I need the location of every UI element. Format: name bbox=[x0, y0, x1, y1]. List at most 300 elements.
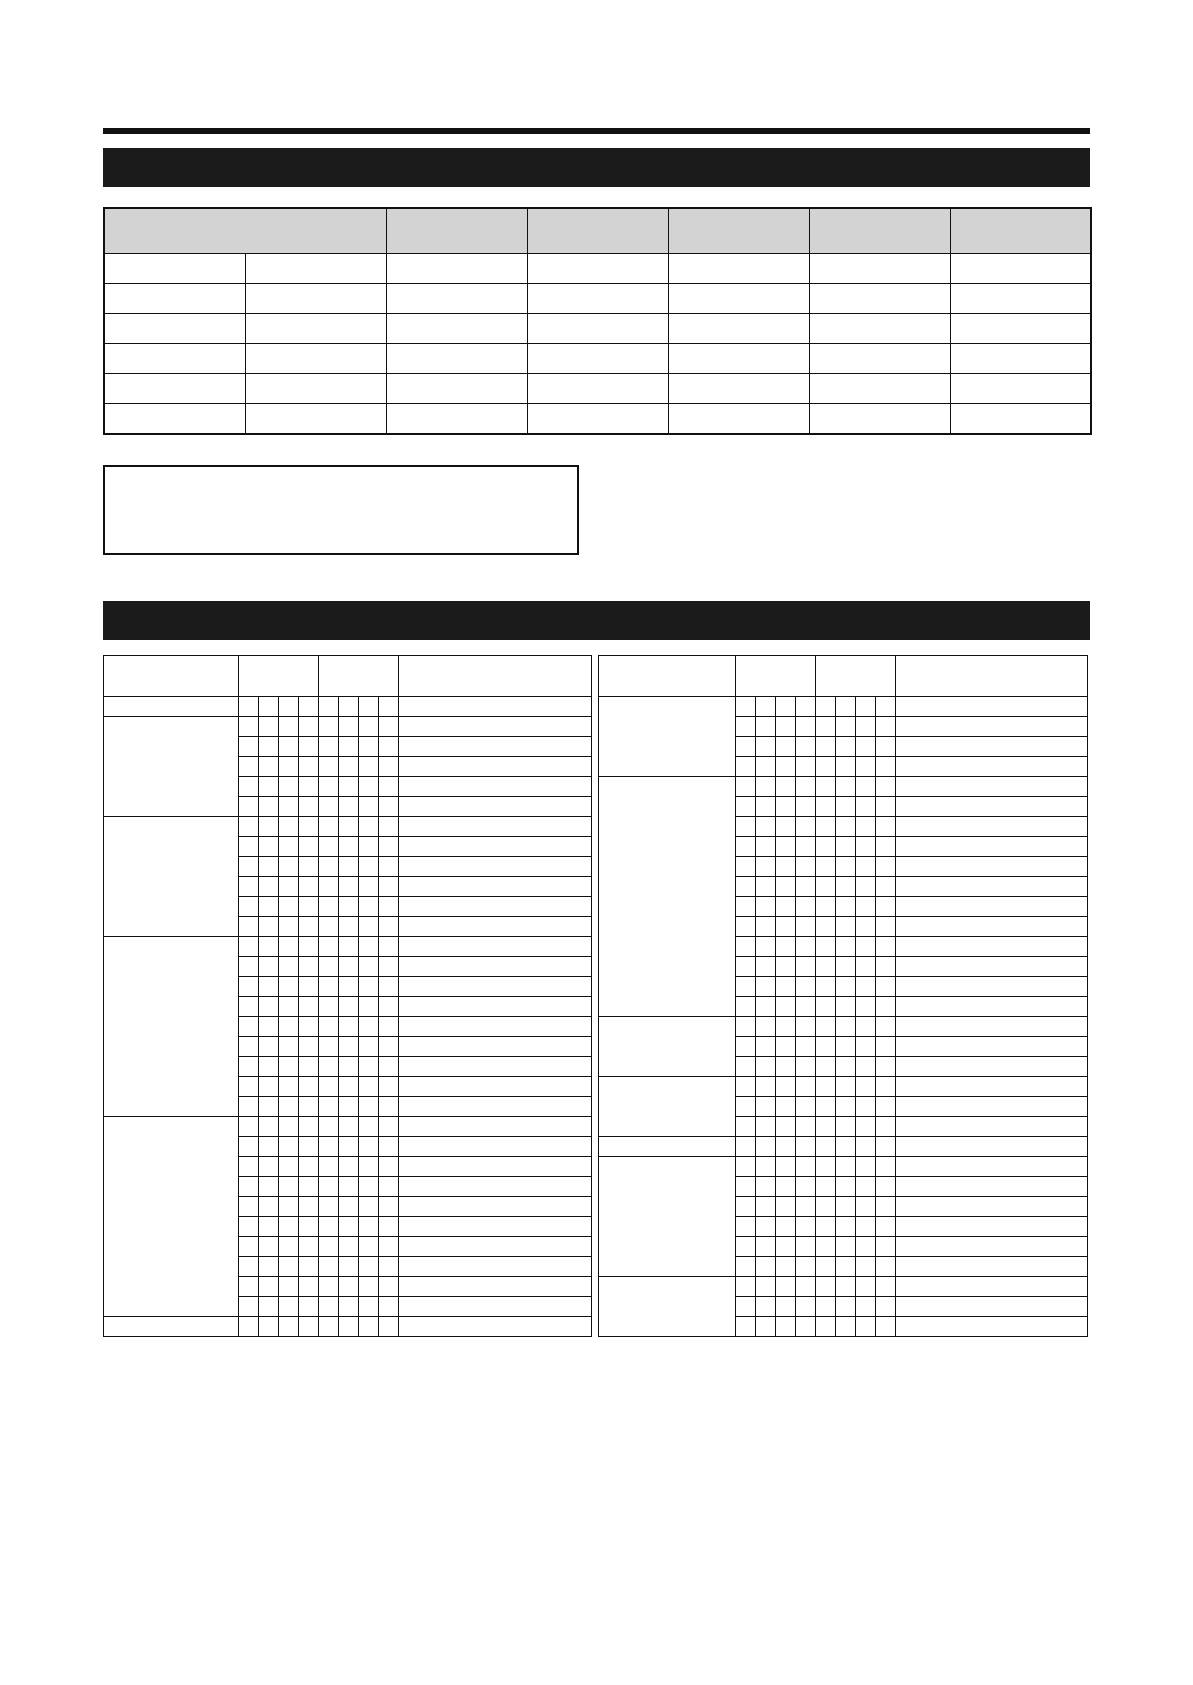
grid-check-cell bbox=[359, 697, 379, 717]
grid-check-cell bbox=[339, 857, 359, 877]
grid-check-cell bbox=[876, 1197, 896, 1217]
grid-remarks-cell bbox=[896, 1117, 1088, 1137]
grid-check-cell bbox=[359, 837, 379, 857]
grid-check-cell bbox=[816, 917, 836, 937]
grid-check-cell bbox=[379, 1277, 399, 1297]
grid-check-cell bbox=[736, 1117, 756, 1137]
grid-remarks-cell bbox=[896, 1017, 1088, 1037]
grid-check-cell bbox=[836, 1197, 856, 1217]
grid-check-cell bbox=[816, 737, 836, 757]
grid-check-cell bbox=[259, 1237, 279, 1257]
grid-check-cell bbox=[379, 1317, 399, 1337]
grid-remarks-cell bbox=[896, 917, 1088, 937]
grid-remarks-cell bbox=[896, 1277, 1088, 1297]
grid-check-cell bbox=[359, 797, 379, 817]
grid-check-cell bbox=[239, 1277, 259, 1297]
spec-cell bbox=[104, 404, 245, 435]
grid-remarks-cell bbox=[896, 697, 1088, 717]
spec-table-header-row bbox=[104, 208, 1091, 254]
grid-check-cell bbox=[379, 837, 399, 857]
grid-check-cell bbox=[259, 817, 279, 837]
grid-group-cell bbox=[599, 1077, 736, 1137]
grid-remarks-cell bbox=[399, 1237, 592, 1257]
grid-remarks-cell bbox=[896, 1137, 1088, 1157]
grid-row bbox=[599, 697, 1088, 717]
grid-check-cell bbox=[379, 937, 399, 957]
grid-check-cell bbox=[756, 917, 776, 937]
grid-check-cell bbox=[339, 777, 359, 797]
grid-remarks-cell bbox=[399, 837, 592, 857]
grid-check-cell bbox=[379, 797, 399, 817]
spec-cell bbox=[386, 284, 527, 314]
grid-check-cell bbox=[339, 817, 359, 837]
grid-check-cell bbox=[796, 737, 816, 757]
grid-check-cell bbox=[239, 1197, 259, 1217]
grid-check-cell bbox=[239, 1037, 259, 1057]
grid-check-cell bbox=[299, 1257, 319, 1277]
grid-check-cell bbox=[836, 837, 856, 857]
grid-check-cell bbox=[776, 1297, 796, 1317]
grid-check-cell bbox=[359, 1097, 379, 1117]
grid-remarks-cell bbox=[399, 1037, 592, 1057]
grid-remarks-cell bbox=[399, 717, 592, 737]
grid-check-cell bbox=[736, 817, 756, 837]
grid-check-cell bbox=[299, 877, 319, 897]
grid-check-cell bbox=[756, 1137, 776, 1157]
grid-check-cell bbox=[239, 1217, 259, 1237]
spec-cell bbox=[809, 314, 950, 344]
grid-check-cell bbox=[856, 897, 876, 917]
grid-check-cell bbox=[836, 1017, 856, 1037]
grid-check-cell bbox=[259, 1117, 279, 1137]
grid-check-cell bbox=[756, 1217, 776, 1237]
grid-check-cell bbox=[259, 997, 279, 1017]
grid-check-cell bbox=[856, 857, 876, 877]
grid-header-item bbox=[104, 656, 239, 697]
grid-check-cell bbox=[736, 1097, 756, 1117]
grid-check-cell bbox=[856, 737, 876, 757]
grid-remarks-cell bbox=[399, 1017, 592, 1037]
grid-check-cell bbox=[339, 1297, 359, 1317]
spec-table bbox=[103, 207, 1092, 435]
grid-check-cell bbox=[279, 1257, 299, 1277]
grid-check-cell bbox=[259, 977, 279, 997]
grid-check-cell bbox=[239, 817, 259, 837]
grid-check-cell bbox=[796, 937, 816, 957]
grid-row bbox=[599, 1137, 1088, 1157]
grid-check-cell bbox=[279, 1137, 299, 1157]
grid-check-cell bbox=[239, 1297, 259, 1317]
grid-remarks-cell bbox=[399, 797, 592, 817]
grid-check-cell bbox=[836, 1217, 856, 1237]
grid-check-cell bbox=[379, 1257, 399, 1277]
grid-check-cell bbox=[836, 1317, 856, 1337]
grid-check-cell bbox=[339, 1237, 359, 1257]
grid-check-cell bbox=[279, 1177, 299, 1197]
grid-check-cell bbox=[319, 817, 339, 837]
spec-cell bbox=[668, 254, 809, 284]
grid-check-cell bbox=[876, 857, 896, 877]
grid-check-cell bbox=[736, 1277, 756, 1297]
grid-check-cell bbox=[796, 697, 816, 717]
grid-check-cell bbox=[756, 857, 776, 877]
grid-check-cell bbox=[816, 697, 836, 717]
grid-check-cell bbox=[319, 717, 339, 737]
grid-check-cell bbox=[299, 797, 319, 817]
grid-check-cell bbox=[239, 1237, 259, 1257]
grid-remarks-cell bbox=[399, 1077, 592, 1097]
grid-check-cell bbox=[319, 1017, 339, 1037]
spec-cell bbox=[950, 284, 1091, 314]
grid-remarks-cell bbox=[896, 1197, 1088, 1217]
grid-remarks-cell bbox=[896, 837, 1088, 857]
grid-check-cell bbox=[816, 777, 836, 797]
grid-check-cell bbox=[736, 697, 756, 717]
grid-check-cell bbox=[259, 857, 279, 877]
grid-check-cell bbox=[379, 877, 399, 897]
grid-remarks-cell bbox=[399, 777, 592, 797]
grid-check-cell bbox=[359, 1317, 379, 1337]
grid-check-cell bbox=[856, 777, 876, 797]
grid-check-cell bbox=[359, 877, 379, 897]
grid-check-cell bbox=[836, 797, 856, 817]
grid-check-cell bbox=[816, 1257, 836, 1277]
spec-cell bbox=[386, 254, 527, 284]
grid-check-cell bbox=[299, 917, 319, 937]
grid-check-cell bbox=[279, 757, 299, 777]
grid-check-cell bbox=[319, 1097, 339, 1117]
grid-check-cell bbox=[359, 1017, 379, 1037]
grid-check-cell bbox=[359, 757, 379, 777]
grid-check-cell bbox=[279, 1017, 299, 1037]
grid-check-cell bbox=[239, 857, 259, 877]
grid-check-cell bbox=[756, 1237, 776, 1257]
spec-cell bbox=[527, 314, 668, 344]
grid-check-cell bbox=[796, 1317, 816, 1337]
grid-remarks-cell bbox=[896, 977, 1088, 997]
grid-group-cell bbox=[104, 937, 239, 1117]
grid-check-cell bbox=[756, 1317, 776, 1337]
grid-check-cell bbox=[299, 937, 319, 957]
grid-check-cell bbox=[816, 897, 836, 917]
spec-header-cell bbox=[386, 208, 527, 254]
grid-check-cell bbox=[259, 757, 279, 777]
grid-check-cell bbox=[776, 757, 796, 777]
spec-cell bbox=[809, 404, 950, 435]
grid-check-cell bbox=[816, 717, 836, 737]
grid-check-cell bbox=[339, 1277, 359, 1297]
grid-check-cell bbox=[816, 877, 836, 897]
grid-check-cell bbox=[259, 877, 279, 897]
grid-check-cell bbox=[259, 957, 279, 977]
grid-check-cell bbox=[299, 1117, 319, 1137]
grid-check-cell bbox=[836, 817, 856, 837]
grid-check-cell bbox=[836, 1297, 856, 1317]
grid-check-cell bbox=[776, 697, 796, 717]
grid-check-cell bbox=[796, 1277, 816, 1297]
spec-cell bbox=[527, 344, 668, 374]
spec-table-row bbox=[104, 284, 1091, 314]
grid-check-cell bbox=[756, 1257, 776, 1277]
grid-check-cell bbox=[776, 857, 796, 877]
grid-check-cell bbox=[876, 837, 896, 857]
grid-check-cell bbox=[339, 997, 359, 1017]
grid-check-cell bbox=[876, 1277, 896, 1297]
grid-check-cell bbox=[796, 1077, 816, 1097]
grid-check-cell bbox=[319, 757, 339, 777]
grid-check-cell bbox=[756, 1197, 776, 1217]
grid-check-cell bbox=[876, 777, 896, 797]
spec-cell bbox=[809, 374, 950, 404]
grid-check-cell bbox=[736, 1317, 756, 1337]
grid-check-cell bbox=[736, 1077, 756, 1097]
grid-check-cell bbox=[796, 1237, 816, 1257]
grid-check-cell bbox=[319, 977, 339, 997]
grid-check-cell bbox=[856, 957, 876, 977]
spec-header-cell bbox=[527, 208, 668, 254]
grid-check-cell bbox=[339, 937, 359, 957]
grid-check-cell bbox=[359, 1217, 379, 1237]
grid-check-cell bbox=[836, 877, 856, 897]
grid-check-cell bbox=[319, 997, 339, 1017]
spec-cell bbox=[386, 404, 527, 435]
grid-check-cell bbox=[816, 1177, 836, 1197]
grid-check-cell bbox=[876, 1237, 896, 1257]
grid-check-cell bbox=[856, 1217, 876, 1237]
grid-check-cell bbox=[816, 857, 836, 877]
grid-check-cell bbox=[836, 897, 856, 917]
spec-cell bbox=[245, 344, 386, 374]
grid-check-cell bbox=[736, 857, 756, 877]
grid-check-cell bbox=[299, 737, 319, 757]
grid-check-cell bbox=[279, 717, 299, 737]
grid-check-cell bbox=[876, 717, 896, 737]
grid-check-cell bbox=[339, 877, 359, 897]
grid-check-cell bbox=[816, 1117, 836, 1137]
grid-check-cell bbox=[239, 957, 259, 977]
grid-check-cell bbox=[359, 1257, 379, 1277]
grid-check-cell bbox=[856, 1177, 876, 1197]
grid-check-cell bbox=[816, 997, 836, 1017]
grid-check-cell bbox=[339, 1217, 359, 1237]
grid-check-cell bbox=[299, 1217, 319, 1237]
grid-check-cell bbox=[756, 1177, 776, 1197]
grid-check-cell bbox=[856, 1157, 876, 1177]
grid-check-cell bbox=[856, 757, 876, 777]
spec-cell bbox=[245, 284, 386, 314]
grid-check-cell bbox=[259, 1037, 279, 1057]
grid-check-cell bbox=[796, 1217, 816, 1237]
grid-check-cell bbox=[856, 837, 876, 857]
grid-header-group-a bbox=[736, 656, 816, 697]
grid-check-cell bbox=[736, 957, 756, 977]
grid-check-cell bbox=[776, 897, 796, 917]
grid-check-cell bbox=[776, 1117, 796, 1137]
grid-check-cell bbox=[856, 1077, 876, 1097]
grid-check-cell bbox=[876, 877, 896, 897]
grid-row bbox=[599, 1017, 1088, 1037]
grid-check-cell bbox=[856, 1277, 876, 1297]
grid-check-cell bbox=[756, 757, 776, 777]
grid-check-cell bbox=[359, 957, 379, 977]
grid-remarks-cell bbox=[896, 997, 1088, 1017]
grid-check-cell bbox=[319, 917, 339, 937]
grid-check-cell bbox=[279, 777, 299, 797]
grid-check-cell bbox=[856, 1097, 876, 1117]
grid-check-cell bbox=[379, 717, 399, 737]
grid-remarks-cell bbox=[399, 877, 592, 897]
grid-check-cell bbox=[319, 697, 339, 717]
grid-check-cell bbox=[339, 1017, 359, 1037]
grid-check-cell bbox=[876, 1137, 896, 1157]
grid-check-cell bbox=[339, 697, 359, 717]
grid-check-cell bbox=[836, 1237, 856, 1257]
grid-check-cell bbox=[379, 997, 399, 1017]
grid-check-cell bbox=[816, 957, 836, 977]
grid-check-cell bbox=[816, 1217, 836, 1237]
grid-check-cell bbox=[339, 897, 359, 917]
grid-check-cell bbox=[339, 837, 359, 857]
grid-check-cell bbox=[876, 697, 896, 717]
grid-check-cell bbox=[836, 1137, 856, 1157]
grid-check-cell bbox=[319, 1197, 339, 1217]
grid-remarks-cell bbox=[399, 1057, 592, 1077]
grid-remarks-cell bbox=[896, 957, 1088, 977]
grid-check-cell bbox=[379, 697, 399, 717]
grid-row bbox=[104, 697, 592, 717]
grid-check-cell bbox=[299, 1177, 319, 1197]
spec-cell bbox=[104, 254, 245, 284]
grid-check-cell bbox=[379, 1017, 399, 1037]
grid-check-cell bbox=[756, 1057, 776, 1077]
grid-check-cell bbox=[299, 757, 319, 777]
grid-check-cell bbox=[876, 1257, 896, 1277]
grid-remarks-cell bbox=[399, 1297, 592, 1317]
grid-check-cell bbox=[756, 937, 776, 957]
grid-check-cell bbox=[776, 1177, 796, 1197]
grid-check-cell bbox=[776, 717, 796, 737]
grid-check-cell bbox=[756, 797, 776, 817]
grid-check-cell bbox=[359, 937, 379, 957]
grid-check-cell bbox=[796, 997, 816, 1017]
grid-check-cell bbox=[259, 1317, 279, 1337]
spec-table-row bbox=[104, 344, 1091, 374]
grid-check-cell bbox=[796, 857, 816, 877]
grid-check-cell bbox=[239, 1057, 259, 1077]
grid-check-cell bbox=[836, 1077, 856, 1097]
grid-check-cell bbox=[239, 1257, 259, 1277]
grid-check-cell bbox=[279, 1277, 299, 1297]
grid-check-cell bbox=[239, 797, 259, 817]
grid-remarks-cell bbox=[399, 1277, 592, 1297]
grid-remarks-cell bbox=[399, 1117, 592, 1137]
grid-check-cell bbox=[359, 997, 379, 1017]
grid-check-cell bbox=[876, 917, 896, 937]
grid-row bbox=[599, 1277, 1088, 1297]
spec-table-row bbox=[104, 374, 1091, 404]
grid-check-cell bbox=[379, 917, 399, 937]
grid-check-cell bbox=[279, 977, 299, 997]
grid-check-cell bbox=[776, 917, 796, 937]
grid-check-cell bbox=[856, 937, 876, 957]
grid-check-cell bbox=[379, 1237, 399, 1257]
section-header-1 bbox=[103, 148, 1090, 187]
spec-cell bbox=[950, 374, 1091, 404]
grid-check-cell bbox=[259, 1217, 279, 1237]
grid-check-cell bbox=[876, 1297, 896, 1317]
grid-check-cell bbox=[736, 757, 756, 777]
grid-check-cell bbox=[339, 1157, 359, 1177]
grid-check-cell bbox=[259, 1137, 279, 1157]
grid-check-cell bbox=[796, 917, 816, 937]
grid-check-cell bbox=[279, 1197, 299, 1217]
section-header-2 bbox=[103, 601, 1090, 640]
grid-check-cell bbox=[776, 1077, 796, 1097]
spec-header-cell bbox=[950, 208, 1091, 254]
grid-header-group-b bbox=[319, 656, 399, 697]
grid-check-cell bbox=[359, 1037, 379, 1057]
grid-check-cell bbox=[299, 857, 319, 877]
grid-group-cell bbox=[104, 697, 239, 717]
grid-remarks-cell bbox=[896, 1237, 1088, 1257]
grid-check-cell bbox=[319, 1277, 339, 1297]
grid-check-cell bbox=[776, 1237, 796, 1257]
grid-check-cell bbox=[379, 857, 399, 877]
grid-check-cell bbox=[796, 1297, 816, 1317]
grid-check-cell bbox=[796, 817, 816, 837]
grid-check-cell bbox=[856, 797, 876, 817]
grid-check-cell bbox=[239, 917, 259, 937]
grid-remarks-cell bbox=[896, 1097, 1088, 1117]
grid-check-cell bbox=[756, 897, 776, 917]
grid-check-cell bbox=[319, 1177, 339, 1197]
grid-remarks-cell bbox=[896, 717, 1088, 737]
grid-check-cell bbox=[299, 977, 319, 997]
grid-group-cell bbox=[599, 777, 736, 1017]
grid-check-cell bbox=[379, 977, 399, 997]
grid-check-cell bbox=[836, 737, 856, 757]
grid-check-cell bbox=[339, 1137, 359, 1157]
grid-check-cell bbox=[776, 737, 796, 757]
grid-check-cell bbox=[359, 1177, 379, 1197]
grid-check-cell bbox=[816, 1297, 836, 1317]
grid-check-cell bbox=[836, 1157, 856, 1177]
grid-check-cell bbox=[359, 1237, 379, 1257]
grid-check-cell bbox=[299, 817, 319, 837]
grid-check-cell bbox=[736, 1157, 756, 1177]
grid-check-cell bbox=[299, 1137, 319, 1157]
spec-table-row bbox=[104, 314, 1091, 344]
grid-check-cell bbox=[279, 1317, 299, 1337]
grid-remarks-cell bbox=[896, 1077, 1088, 1097]
grid-remarks-cell bbox=[896, 797, 1088, 817]
spec-cell bbox=[527, 254, 668, 284]
grid-row bbox=[599, 1157, 1088, 1177]
grid-check-cell bbox=[259, 1057, 279, 1077]
grid-remarks-cell bbox=[896, 777, 1088, 797]
grid-row bbox=[104, 937, 592, 957]
grid-check-cell bbox=[796, 777, 816, 797]
grid-check-cell bbox=[279, 1057, 299, 1077]
grid-check-cell bbox=[279, 797, 299, 817]
grid-check-cell bbox=[836, 757, 856, 777]
grid-check-cell bbox=[876, 817, 896, 837]
spec-cell bbox=[668, 344, 809, 374]
grid-check-cell bbox=[836, 1057, 856, 1077]
grid-check-cell bbox=[339, 1257, 359, 1277]
grid-remarks-cell bbox=[399, 817, 592, 837]
grid-check-cell bbox=[856, 997, 876, 1017]
